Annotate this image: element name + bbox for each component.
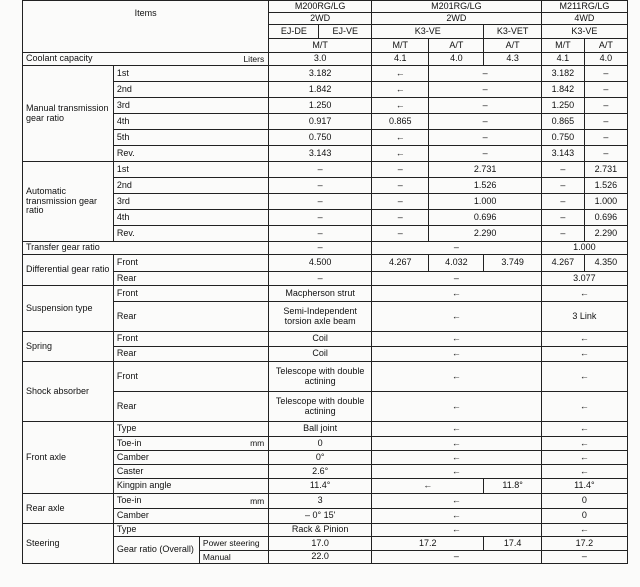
- value-cell: 1.000: [541, 242, 627, 255]
- value-cell: 3.749: [484, 255, 541, 272]
- specifications-table: [22, 0, 628, 564]
- value-cell: ←: [372, 98, 429, 114]
- value-cell: –: [429, 66, 541, 82]
- faxle-caster-row: [23, 465, 628, 479]
- value-cell: 3: [269, 494, 372, 509]
- manual-row: [23, 66, 628, 82]
- manual-steering-label: Manual: [199, 551, 268, 564]
- value-cell: 1.000: [429, 194, 541, 210]
- value-cell: Semi-Independent torsion axle beam: [269, 302, 372, 332]
- trans-mt-m201: M/T: [372, 39, 429, 53]
- value-cell: –: [269, 194, 372, 210]
- auto-trans-label: Automatic transmission gear ratio: [23, 162, 114, 242]
- value-cell: 2.290: [584, 226, 627, 242]
- value-cell: –: [584, 146, 627, 162]
- value-cell: 4.0: [429, 53, 484, 66]
- engine-ej-de: EJ-DE: [269, 25, 319, 39]
- position-label: Rear: [113, 272, 268, 286]
- power-steering-label: Power steering: [199, 537, 268, 551]
- drive-m211: 4WD: [541, 13, 627, 25]
- value-cell: 17.0: [269, 537, 372, 551]
- value-cell: 4.500: [269, 255, 372, 272]
- value-cell: ←: [372, 130, 429, 146]
- faxle-type-row: [23, 422, 628, 437]
- value-cell: 0.750: [269, 130, 372, 146]
- value-cell: 3.143: [541, 146, 584, 162]
- transfer-row: [23, 242, 628, 255]
- items-header: Items: [23, 1, 269, 53]
- value-cell: 1.250: [541, 98, 584, 114]
- value-cell: –: [541, 194, 584, 210]
- gear-label: 3rd: [113, 194, 268, 210]
- front-axle-label: Front axle: [23, 422, 114, 494]
- value-cell: –: [372, 210, 429, 226]
- gear-label: 1st: [113, 162, 268, 178]
- susp-front-row: [23, 286, 628, 302]
- transfer-label: Transfer gear ratio: [23, 242, 269, 255]
- value-cell: –: [541, 178, 584, 194]
- value-cell: 3 Link: [541, 302, 627, 332]
- position-label: Front: [113, 332, 268, 347]
- value-cell: ←: [372, 509, 542, 524]
- value-cell: ←: [372, 82, 429, 98]
- value-cell: –: [269, 272, 372, 286]
- value-cell: 11.4°: [269, 479, 372, 494]
- value-cell: –: [584, 66, 627, 82]
- value-cell: –: [429, 146, 541, 162]
- diff-rear-row: [23, 272, 628, 286]
- value-cell: 1.526: [429, 178, 541, 194]
- value-cell: Coil: [269, 332, 372, 347]
- gear-label: 5th: [113, 130, 268, 146]
- value-cell: –: [269, 178, 372, 194]
- value-cell: ←: [372, 332, 542, 347]
- value-cell: Telescope with double actining: [269, 392, 372, 422]
- value-cell: –: [372, 551, 542, 564]
- spring-label: Spring: [23, 332, 114, 362]
- trans-at-m201-vet: A/T: [484, 39, 541, 53]
- value-cell: ←: [372, 392, 542, 422]
- value-cell: 0.696: [429, 210, 541, 226]
- value-cell: 22.0: [269, 551, 372, 564]
- trans-at-m211: A/T: [584, 39, 627, 53]
- faxle-camber-row: [23, 451, 628, 465]
- value-cell: –: [429, 82, 541, 98]
- property-label: Camber: [113, 451, 268, 465]
- engine-ej-ve: EJ-VE: [319, 25, 372, 39]
- value-cell: –: [372, 178, 429, 194]
- value-cell: –: [372, 242, 542, 255]
- value-cell: –: [372, 226, 429, 242]
- gear-label: Rev.: [113, 146, 268, 162]
- position-label: Front: [113, 286, 268, 302]
- value-cell: –: [584, 130, 627, 146]
- value-cell: ←: [372, 362, 542, 392]
- value-cell: ←: [372, 302, 542, 332]
- gear-label: 4th: [113, 114, 268, 130]
- value-cell: ←: [372, 347, 542, 362]
- value-cell: ←: [541, 347, 627, 362]
- value-cell: 0.865: [541, 114, 584, 130]
- value-cell: –: [541, 226, 584, 242]
- value-cell: 1.000: [584, 194, 627, 210]
- property-label: Kingpin angle: [113, 479, 268, 494]
- value-cell: –: [429, 114, 541, 130]
- differential-label: Differential gear ratio: [23, 255, 114, 286]
- value-cell: 1.250: [269, 98, 372, 114]
- value-cell: 17.4: [484, 537, 541, 551]
- value-cell: 4.1: [541, 53, 584, 66]
- value-cell: ←: [541, 392, 627, 422]
- coolant-label: Coolant capacity: [23, 53, 200, 66]
- position-label: Rear: [113, 302, 268, 332]
- spring-rear-row: [23, 347, 628, 362]
- value-cell: –: [372, 272, 542, 286]
- value-cell: ←: [372, 465, 542, 479]
- value-cell: –: [541, 162, 584, 178]
- drive-m201: 2WD: [372, 13, 542, 25]
- value-cell: 3.143: [269, 146, 372, 162]
- auto-row: [23, 162, 628, 178]
- value-cell: ←: [372, 66, 429, 82]
- value-cell: –: [541, 551, 627, 564]
- value-cell: 3.0: [269, 53, 372, 66]
- manual-row: [23, 82, 628, 98]
- value-cell: 0: [269, 437, 372, 451]
- value-cell: – 0° 15': [269, 509, 372, 524]
- value-cell: 4.3: [484, 53, 541, 66]
- value-cell: Telescope with double actining: [269, 362, 372, 392]
- gear-label: 1st: [113, 66, 268, 82]
- property-label: Type: [113, 524, 268, 537]
- faxle-kingpin-row: [23, 479, 628, 494]
- unit-label: mm: [199, 494, 268, 509]
- value-cell: ←: [372, 422, 542, 437]
- value-cell: 2.290: [429, 226, 541, 242]
- value-cell: ←: [541, 451, 627, 465]
- auto-row: [23, 194, 628, 210]
- unit-label: mm: [199, 437, 268, 451]
- manual-trans-label: Manual transmission gear ratio: [23, 66, 114, 162]
- manual-row: [23, 114, 628, 130]
- value-cell: –: [269, 226, 372, 242]
- gear-label: 2nd: [113, 178, 268, 194]
- value-cell: 4.267: [541, 255, 584, 272]
- raxle-camber-row: [23, 509, 628, 524]
- steering-label: Steering: [23, 524, 114, 564]
- value-cell: ←: [541, 465, 627, 479]
- model-m200: M200RG/LG: [269, 1, 372, 13]
- value-cell: 0.865: [372, 114, 429, 130]
- value-cell: ←: [372, 451, 542, 465]
- value-cell: 2.6°: [269, 465, 372, 479]
- position-label: Rear: [113, 347, 268, 362]
- faxle-toe-row: [23, 437, 628, 451]
- value-cell: 0°: [269, 451, 372, 465]
- value-cell: ←: [541, 422, 627, 437]
- model-m201: M201RG/LG: [372, 1, 542, 13]
- value-cell: –: [269, 162, 372, 178]
- gear-label: Rev.: [113, 226, 268, 242]
- auto-row: [23, 210, 628, 226]
- value-cell: 17.2: [372, 537, 484, 551]
- property-label: Toe-in: [113, 437, 199, 451]
- value-cell: –: [372, 194, 429, 210]
- shock-rear-row: [23, 392, 628, 422]
- drive-m200: 2WD: [269, 13, 372, 25]
- value-cell: –: [584, 82, 627, 98]
- gear-label: 4th: [113, 210, 268, 226]
- engine-k3-vet: K3-VET: [484, 25, 541, 39]
- coolant-row: [23, 53, 628, 66]
- value-cell: 3.182: [269, 66, 372, 82]
- value-cell: –: [269, 242, 372, 255]
- value-cell: 2.731: [584, 162, 627, 178]
- value-cell: 17.2: [541, 537, 627, 551]
- value-cell: 4.0: [584, 53, 627, 66]
- steer-type-row: [23, 524, 628, 537]
- manual-row: [23, 98, 628, 114]
- value-cell: –: [372, 162, 429, 178]
- value-cell: ←: [372, 524, 542, 537]
- value-cell: 0.750: [541, 130, 584, 146]
- property-label: Type: [113, 422, 268, 437]
- property-label: Camber: [113, 509, 268, 524]
- value-cell: ←: [372, 286, 542, 302]
- model-m211: M211RG/LG: [541, 1, 627, 13]
- engine-k3-ve: K3-VE: [372, 25, 484, 39]
- value-cell: 11.8°: [484, 479, 541, 494]
- value-cell: ←: [541, 362, 627, 392]
- value-cell: –: [584, 98, 627, 114]
- value-cell: 0.917: [269, 114, 372, 130]
- value-cell: ←: [541, 524, 627, 537]
- suspension-label: Suspension type: [23, 286, 114, 332]
- value-cell: ←: [372, 479, 484, 494]
- value-cell: 4.350: [584, 255, 627, 272]
- value-cell: Rack & Pinion: [269, 524, 372, 537]
- gear-label: 3rd: [113, 98, 268, 114]
- value-cell: 2.731: [429, 162, 541, 178]
- shock-absorber-label: Shock absorber: [23, 362, 114, 422]
- value-cell: 11.4°: [541, 479, 627, 494]
- value-cell: 0: [541, 509, 627, 524]
- trans-at-m201: A/T: [429, 39, 484, 53]
- value-cell: 0.696: [584, 210, 627, 226]
- value-cell: 4.032: [429, 255, 484, 272]
- value-cell: 1.526: [584, 178, 627, 194]
- trans-mt-m211: M/T: [541, 39, 584, 53]
- engine-k3-ve-4wd: K3-VE: [541, 25, 627, 39]
- steer-power-row: [23, 537, 628, 551]
- susp-rear-row: [23, 302, 628, 332]
- value-cell: 3.182: [541, 66, 584, 82]
- auto-row: [23, 226, 628, 242]
- position-label: Rear: [113, 392, 268, 422]
- position-label: Front: [113, 362, 268, 392]
- value-cell: –: [584, 114, 627, 130]
- value-cell: 1.842: [269, 82, 372, 98]
- value-cell: 4.1: [372, 53, 429, 66]
- gear-ratio-label: Gear ratio (Overall): [113, 537, 199, 564]
- value-cell: Ball joint: [269, 422, 372, 437]
- raxle-toe-row: [23, 494, 628, 509]
- value-cell: 0: [541, 494, 627, 509]
- value-cell: 3.077: [541, 272, 627, 286]
- property-label: Caster: [113, 465, 268, 479]
- value-cell: ←: [541, 437, 627, 451]
- rear-axle-label: Rear axle: [23, 494, 114, 524]
- value-cell: ←: [372, 437, 542, 451]
- position-label: Front: [113, 255, 268, 272]
- shock-front-row: [23, 362, 628, 392]
- manual-row: [23, 130, 628, 146]
- auto-row: [23, 178, 628, 194]
- spring-front-row: [23, 332, 628, 347]
- property-label: Toe-in: [113, 494, 199, 509]
- manual-row: [23, 146, 628, 162]
- coolant-unit: Liters: [199, 53, 268, 66]
- value-cell: 1.842: [541, 82, 584, 98]
- header-row-models: [23, 1, 628, 13]
- value-cell: –: [541, 210, 584, 226]
- value-cell: ←: [372, 494, 542, 509]
- value-cell: Macpherson strut: [269, 286, 372, 302]
- gear-label: 2nd: [113, 82, 268, 98]
- value-cell: ←: [541, 286, 627, 302]
- value-cell: 4.267: [372, 255, 429, 272]
- value-cell: –: [429, 130, 541, 146]
- value-cell: ←: [541, 332, 627, 347]
- diff-front-row: [23, 255, 628, 272]
- value-cell: –: [429, 98, 541, 114]
- value-cell: ←: [372, 146, 429, 162]
- trans-mt-m200: M/T: [269, 39, 372, 53]
- value-cell: Coil: [269, 347, 372, 362]
- value-cell: –: [269, 210, 372, 226]
